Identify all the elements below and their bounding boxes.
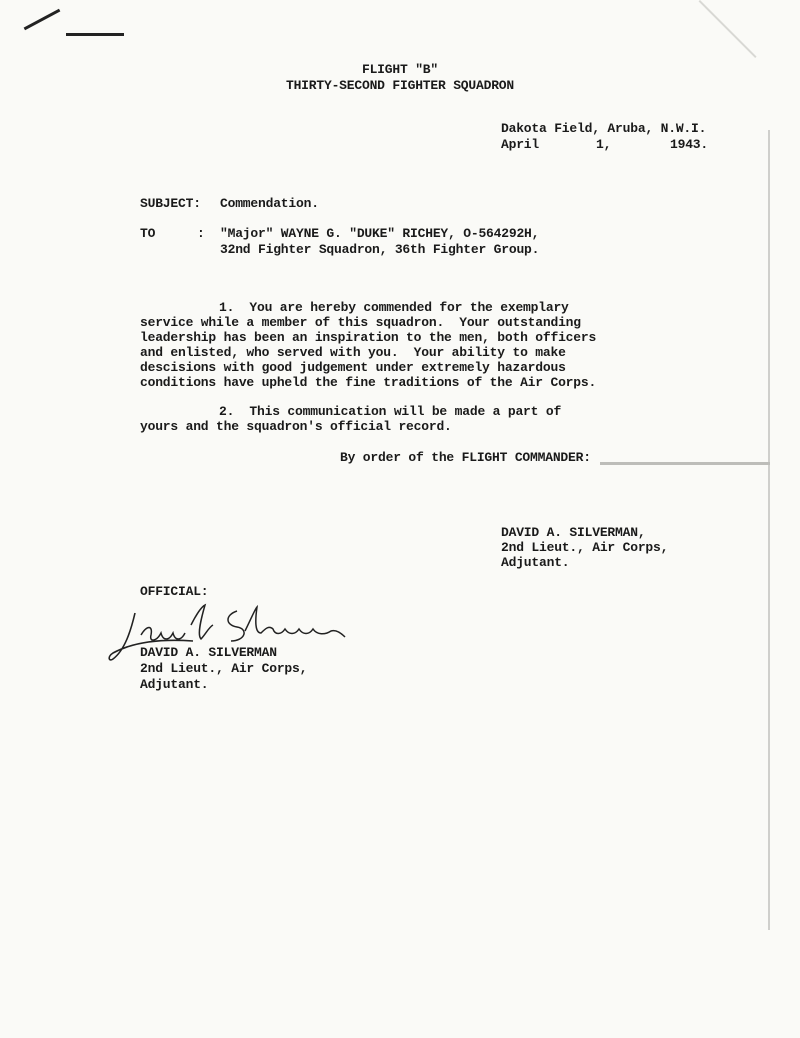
- pen-mark: [66, 33, 124, 36]
- date-day: 1,: [596, 137, 612, 152]
- official-name: DAVID A. SILVERMAN: [140, 645, 277, 660]
- location-line: Dakota Field, Aruba, N.W.I.: [501, 121, 707, 136]
- signatory-rank: 2nd Lieut., Air Corps,: [501, 540, 669, 555]
- signatory-title: Adjutant.: [501, 555, 570, 570]
- subject-value: Commendation.: [220, 196, 319, 211]
- paragraph-1-line: descisions with good judgement under extremely hazardous: [140, 360, 566, 375]
- paragraph-1-line: conditions have upheld the fine traditions of the Air Corps.: [140, 375, 597, 390]
- date-year: 1943.: [670, 137, 709, 152]
- unit-heading: FLIGHT "B": [361, 62, 438, 77]
- fold-line: [699, 0, 757, 58]
- order-line: By order of the FLIGHT COMMANDER:: [340, 450, 591, 465]
- paragraph-1-line: service while a member of this squadron. Your outstanding: [140, 315, 581, 330]
- to-colon: :: [197, 226, 205, 241]
- date-month: April: [501, 137, 540, 152]
- addressee-line-1: "Major" WAYNE G. "DUKE" RICHEY, O-564292H,: [220, 226, 540, 241]
- official-title: Adjutant.: [140, 677, 209, 692]
- fold-line: [600, 462, 770, 465]
- signatory-name: DAVID A. SILVERMAN,: [501, 525, 646, 540]
- to-label: TO: [140, 226, 156, 241]
- pen-mark: [24, 9, 61, 30]
- official-label: OFFICIAL:: [140, 584, 209, 599]
- paragraph-1-line: 1. You are hereby commended for the exemplary: [219, 300, 569, 315]
- addressee-line-2: 32nd Fighter Squadron, 36th Fighter Group.: [220, 242, 540, 257]
- paragraph-1-line: and enlisted, who served with you. Your ability to make: [140, 345, 566, 360]
- official-rank: 2nd Lieut., Air Corps,: [140, 661, 308, 676]
- paragraph-1-line: leadership has been an inspiration to the men, both officers: [140, 330, 597, 345]
- squadron-heading: THIRTY-SECOND FIGHTER SQUADRON: [285, 78, 515, 93]
- subject-label: SUBJECT:: [140, 196, 201, 211]
- paragraph-2-line: 2. This communication will be made a part of: [219, 404, 562, 419]
- fold-line: [768, 130, 770, 930]
- paragraph-2-line: yours and the squadron's official record.: [140, 419, 452, 434]
